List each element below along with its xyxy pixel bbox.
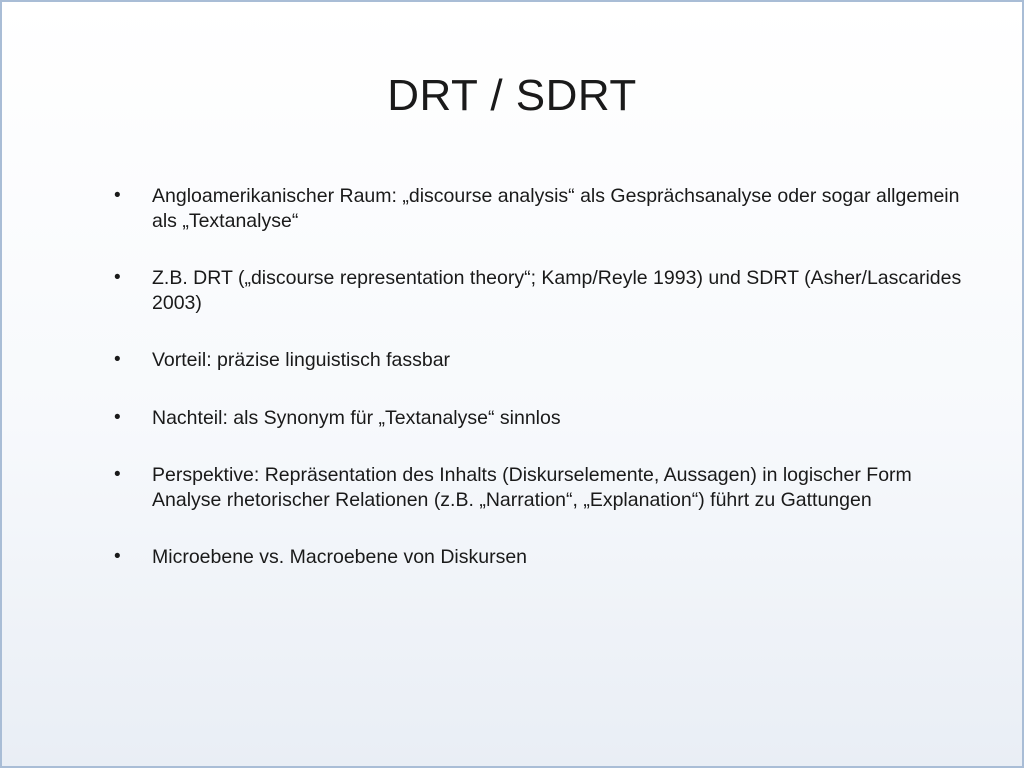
bullet-item [112, 406, 972, 431]
bullet-marker: • [114, 185, 121, 206]
bullet-text: Perspektive: Repräsentation des Inhalts (Diskurselemente, Aussagen) in logischer Form [152, 464, 912, 486]
bullet-marker: • [114, 464, 121, 485]
bullet-item [112, 545, 972, 570]
bullet-item [112, 463, 972, 512]
bullet-text-continuation: Analyse rhetorischer Relationen (z.B. „Narration“, „Explanation“) führt zu Gattungen [152, 488, 872, 511]
bullet-item [112, 266, 972, 315]
bullet-text: Microebene vs. Macroebene von Diskursen [152, 546, 528, 568]
bullet-item [112, 184, 972, 233]
bullet-item [112, 348, 972, 373]
bullet-marker: • [114, 546, 121, 567]
bullet-text: Angloamerikanischer Raum: „discourse analysis“ als Gesprächsanalyse oder sogar allgemein als „Textanalyse“ [152, 185, 960, 232]
bullet-marker: • [114, 406, 121, 428]
bullet-list [112, 184, 972, 603]
bullet-text: Z.B. DRT („discourse representation theory“; Kamp/Reyle 1993) und SDRT (Asher/Lascarides 2003) [152, 267, 962, 314]
bullet-marker: • [114, 349, 121, 370]
bullet-marker: • [114, 267, 121, 288]
bullet-text: Vorteil: präzise linguistisch fassbar [152, 349, 451, 371]
slide-title: DRT / SDRT [387, 71, 637, 120]
bullet-text: Nachteil: als Synonym für „Textanalyse“ sinnlos [152, 406, 561, 429]
